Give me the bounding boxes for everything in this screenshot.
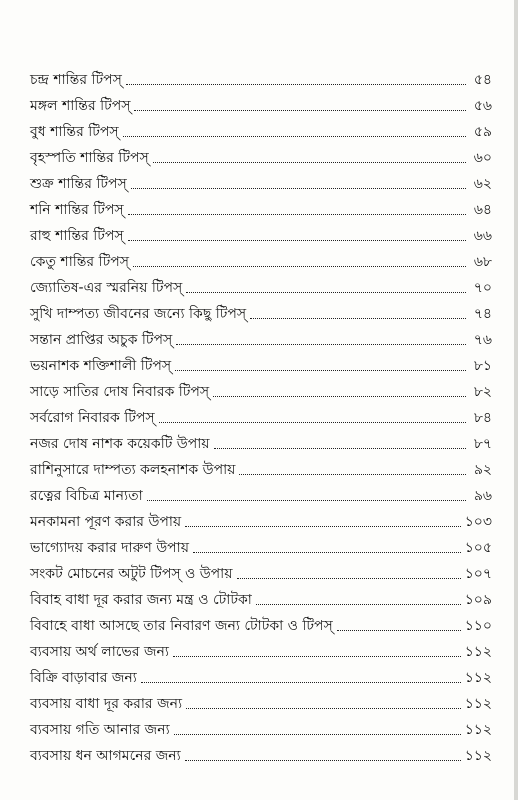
toc-entry-page: ৯২: [473, 462, 492, 478]
dot-leader: [237, 578, 461, 579]
toc-entry: [30, 115, 492, 141]
dot-leader: [176, 344, 466, 345]
toc-entry-title: ব্যবসায় গতি আনার জন্য: [30, 722, 170, 738]
toc-entry: [30, 167, 492, 193]
dot-leader: [250, 318, 466, 319]
dot-leader: [128, 214, 466, 215]
toc-entry-page: ৭৪: [473, 306, 492, 322]
toc-entry-title: রাহু শান্তির টিপস্: [30, 228, 124, 244]
toc-entry: [30, 505, 492, 531]
dot-leader: [126, 84, 466, 85]
dot-leader: [186, 708, 461, 709]
toc-entry-page: ৭০: [473, 280, 492, 296]
dot-leader: [123, 136, 466, 137]
toc-entry: [30, 323, 492, 349]
toc-entry-title: বুধ শান্তির টিপস্: [30, 124, 119, 140]
toc-entry-title: সর্বরোগ নিবারক টিপস্: [30, 410, 155, 426]
toc-entry: [30, 479, 492, 505]
dot-leader: [147, 500, 466, 501]
toc-entry-title: মঙ্গল শান্তির টিপস্: [30, 98, 131, 114]
toc-entry-page: ৮১: [473, 358, 492, 374]
toc-entry-page: ৫৬: [473, 98, 492, 114]
toc-entry-page: ১০৩: [464, 514, 492, 530]
dot-leader: [185, 760, 461, 761]
toc-entry-title: জ্যোতিষ-এর স্মরনিয় টিপস্: [30, 280, 183, 296]
toc-entry-title: সুখি দাম্পত্য জীবনের জন্যে কিছু টিপস্: [30, 306, 247, 322]
toc-entry: [30, 687, 492, 713]
toc-entry-title: রাশিনুসারে দাম্পত্য কলহনাশক উপায়: [30, 462, 236, 478]
dot-leader: [153, 162, 466, 163]
toc-entry-page: ৮৭: [473, 436, 492, 452]
toc-entry-page: ৬২: [473, 176, 492, 192]
dot-leader: [141, 682, 461, 683]
toc-entry-page: ১১২: [464, 722, 492, 738]
toc-entry: [30, 557, 492, 583]
toc-entry-page: ১০৭: [464, 566, 492, 582]
dot-leader: [131, 188, 466, 189]
dot-leader: [128, 240, 466, 241]
toc-entry-page: ৬৪: [473, 202, 492, 218]
toc-entry-title: শুক্র শান্তির টিপস্: [30, 176, 127, 192]
toc-entry: [30, 583, 492, 609]
dot-leader: [337, 630, 461, 631]
toc-entry-title: ব্যবসায় ধন আগমনের জন্য: [30, 748, 181, 764]
toc-entry-title: ব্যবসায় বাধা দূর করার জন্য: [30, 696, 183, 712]
toc-entry-title: সংকট মোচনের অটুট টিপস্ ও উপায়: [30, 566, 233, 582]
toc-entry-title: সন্তান প্রাপ্তির অচুক টিপস্: [30, 332, 173, 348]
toc-entry: [30, 739, 492, 765]
toc-entry: [30, 453, 492, 479]
toc-entry-title: ভয়নাশক শক্তিশালী টিপস্: [30, 358, 172, 374]
toc-entry-page: ৯৬: [473, 488, 492, 504]
toc-entry: [30, 89, 492, 115]
toc-entry: [30, 635, 492, 661]
toc-entry: [30, 531, 492, 557]
toc-entry: [30, 661, 492, 687]
toc-entry-page: ৮৪: [473, 410, 492, 426]
toc-entry: [30, 375, 492, 401]
toc-entry-page: ১১২: [464, 670, 492, 686]
toc-entry-title: ভাগ্যোদয় করার দারুণ উপায়: [30, 540, 189, 556]
toc-entry-page: ৬৬: [473, 228, 492, 244]
toc-entry-title: কেতু শান্তির টিপস্: [30, 254, 129, 270]
dot-leader: [193, 552, 461, 553]
dot-leader: [214, 448, 466, 449]
toc-entry-title: চন্দ্র শান্তির টিপস্: [30, 72, 122, 88]
toc-entry-page: ৫৯: [473, 124, 492, 140]
toc-entry-title: শনি শান্তির টিপস্: [30, 202, 124, 218]
toc-entry-page: ১১২: [464, 696, 492, 712]
toc-entry-title: বিক্রি বাড়াবার জন্য: [30, 670, 137, 686]
toc-entry-title: সাড়ে সাতির দোষ নিবারক টিপস্: [30, 384, 210, 400]
toc-entry-page: ৮২: [473, 384, 492, 400]
toc-entry: [30, 297, 492, 323]
toc-entry-title: রত্নের বিচিত্র মান্যতা: [30, 488, 143, 504]
toc-entry: [30, 427, 492, 453]
dot-leader: [175, 370, 466, 371]
toc-entry-page: ৬৮: [473, 254, 492, 270]
toc-entry-title: মনকামনা পূরণ করার উপায়: [30, 514, 182, 530]
toc-entry: [30, 349, 492, 375]
dot-leader: [186, 292, 466, 293]
toc-entry-page: ১০৯: [464, 592, 492, 608]
dot-leader: [185, 526, 461, 527]
toc-entry-title: ব্যবসায় অর্থ লাভের জন্য: [30, 644, 169, 660]
toc-entry: [30, 401, 492, 427]
toc-entry-page: ১১০: [464, 618, 492, 634]
dot-leader: [239, 474, 466, 475]
dot-leader: [174, 734, 461, 735]
toc-entry-page: ৭৬: [473, 332, 492, 348]
table-of-contents: [30, 63, 492, 765]
toc-entry: [30, 609, 492, 635]
toc-entry-title: বিবাহে বাধা আসছে তার নিবারণ জন্য টোটকা ও টিপস্: [30, 618, 333, 634]
dot-leader: [173, 656, 461, 657]
dot-leader: [133, 266, 466, 267]
toc-entry-page: ৫৪: [473, 72, 492, 88]
toc-entry: [30, 271, 492, 297]
toc-entry-title: নজর দোষ নাশক কয়েকটি উপায়: [30, 436, 210, 452]
toc-entry: [30, 193, 492, 219]
toc-entry-page: ১১২: [464, 748, 492, 764]
toc-entry: [30, 141, 492, 167]
toc-entry: [30, 713, 492, 739]
page-edge-shadow: [514, 0, 518, 800]
toc-entry: [30, 219, 492, 245]
toc-entry: [30, 63, 492, 89]
dot-leader: [159, 422, 466, 423]
toc-entry-page: ১১২: [464, 644, 492, 660]
toc-entry: [30, 245, 492, 271]
dot-leader: [134, 110, 466, 111]
toc-entry-page: ১০৫: [464, 540, 492, 556]
dot-leader: [256, 604, 461, 605]
toc-entry-page: ৬০: [473, 150, 492, 166]
toc-entry-title: বিবাহ বাধা দূর করার জন্য মন্ত্র ও টোটকা: [30, 592, 252, 608]
toc-entry-title: বৃহস্পতি শান্তির টিপস্: [30, 150, 149, 166]
dot-leader: [213, 396, 466, 397]
